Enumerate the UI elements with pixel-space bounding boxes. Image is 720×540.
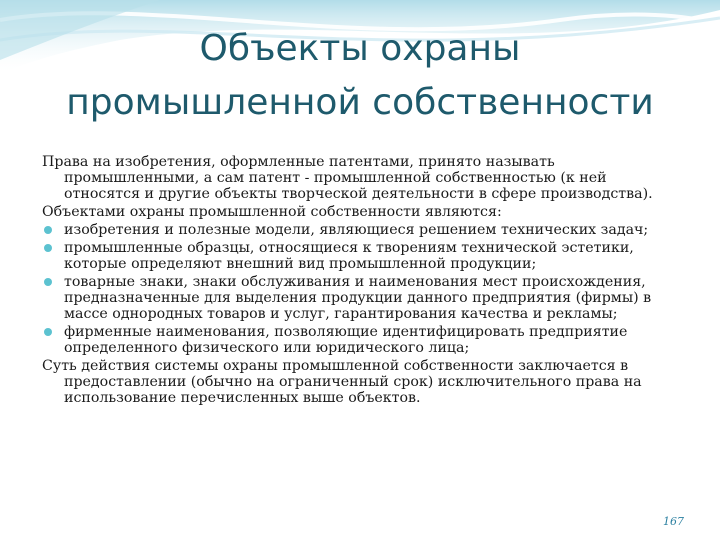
bullet-text: фирменные наименования, позволяющие идентифицировать предприятие определенного физического или юридического лица; (64, 324, 628, 356)
bullet-text: товарные знаки, знаки обслуживания и наименования мест происхождения, предназначенные для выделения продукции данного предприятия (фирмы) в массе однородных товаров и услуг, гарантирования качества и рекламы; (64, 274, 652, 322)
bullet-item (42, 274, 682, 322)
bullet-text: промышленные образцы, относящиеся к творениям технической эстетики, которые определяют внешний вид промышленной продукции; (64, 240, 634, 272)
bullet-text: изобретения и полезные модели, являющиеся решением технических задач; (64, 222, 649, 238)
objects-heading: Объектами охраны промышленной собственности являются: (42, 204, 502, 220)
conclusion-paragraph: Суть действия системы охраны промышленной собственности заключается в предоставлении (обычно на ограниченный срок) исключительного права на использование перечисленных выше объектов. (42, 358, 642, 406)
intro-paragraph: Права на изобретения, оформленные патентами, принято называть промышленными, а сам патент - промышленной собственностью (к ней относятся и другие объекты творческой деятельности в сфере производства). (42, 154, 653, 202)
bullet-dot-icon (44, 328, 52, 336)
bullet-item (42, 222, 682, 238)
bullet-dot-icon (44, 226, 52, 234)
title-line-1: Объекты охраны (199, 28, 521, 69)
bullet-dot-icon (44, 244, 52, 252)
slide-title (0, 22, 720, 130)
bullet-item (42, 240, 682, 272)
bullet-dot-icon (44, 278, 52, 286)
page-number: 167 (663, 515, 684, 528)
bullet-item (42, 324, 682, 356)
title-line-2: промышленной собственности (66, 82, 654, 123)
slide-body (42, 154, 682, 408)
